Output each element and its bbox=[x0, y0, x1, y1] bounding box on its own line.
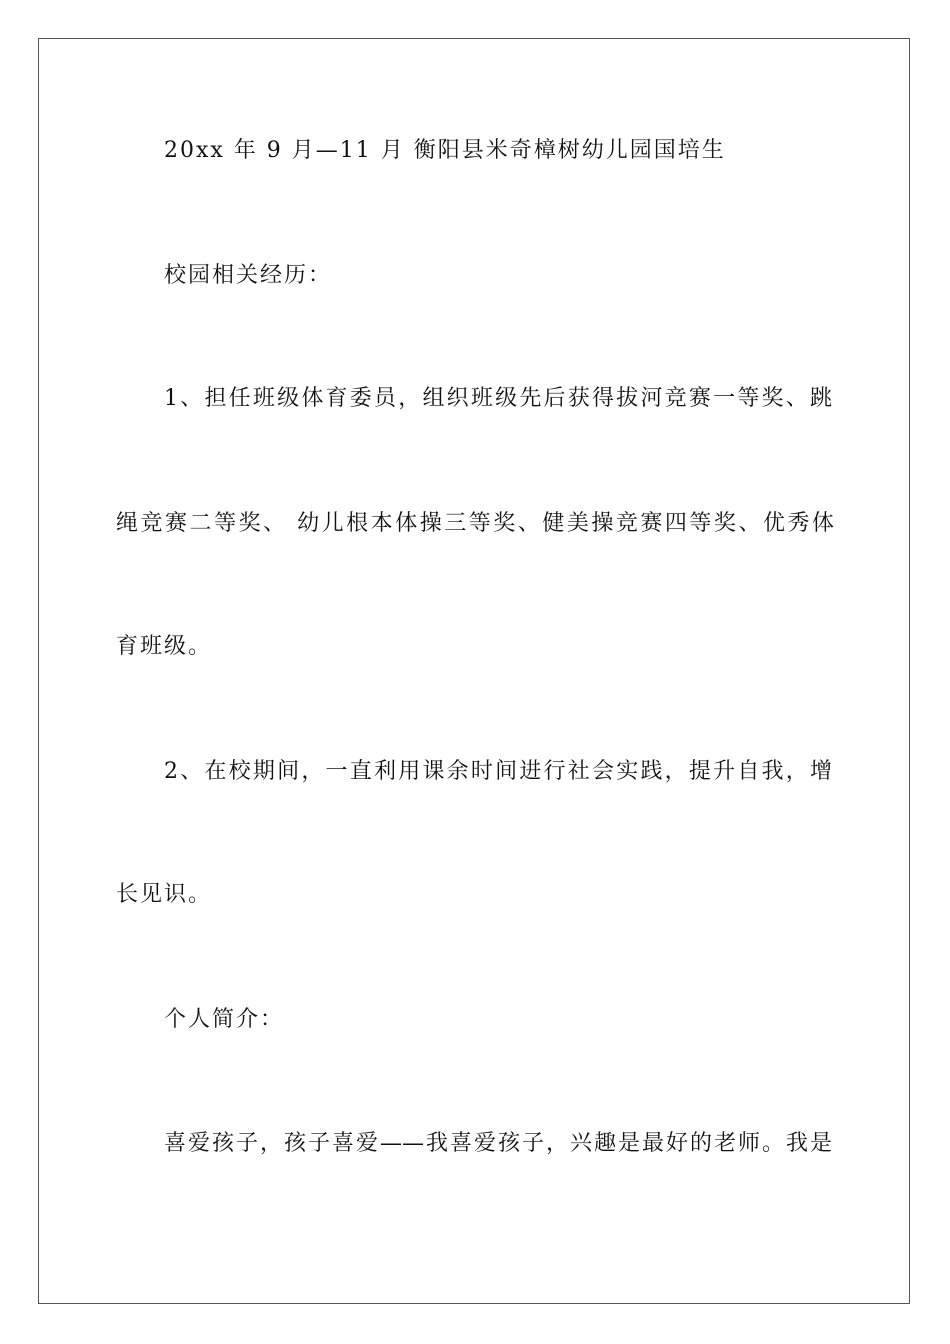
paragraph-line: 喜爱孩子，孩子喜爱——我喜爱孩子，兴趣是最好的老师。我是 bbox=[164, 1131, 832, 1156]
section-heading-personal-profile: 个人简介： bbox=[164, 1007, 285, 1032]
section-heading-campus-experience: 校园相关经历： bbox=[164, 263, 333, 288]
paragraph-line: 长见识。 bbox=[116, 882, 213, 907]
paragraph-line: 育班级。 bbox=[116, 634, 213, 659]
document-page bbox=[38, 38, 910, 1304]
paragraph-line: 2、在校期间，一直利用课余时间进行社会实践，提升自我，增 bbox=[164, 759, 832, 784]
experience-entry: 20xx 年 9 月—11 月 衡阳县米奇樟树幼儿园国培生 bbox=[164, 138, 726, 163]
paragraph-line: 绳竞赛二等奖、 幼儿根本体操三等奖、健美操竞赛四等奖、优秀体 bbox=[116, 511, 834, 536]
paragraph-line: 1、担任班级体育委员，组织班级先后获得拔河竞赛一等奖、跳 bbox=[164, 386, 832, 411]
